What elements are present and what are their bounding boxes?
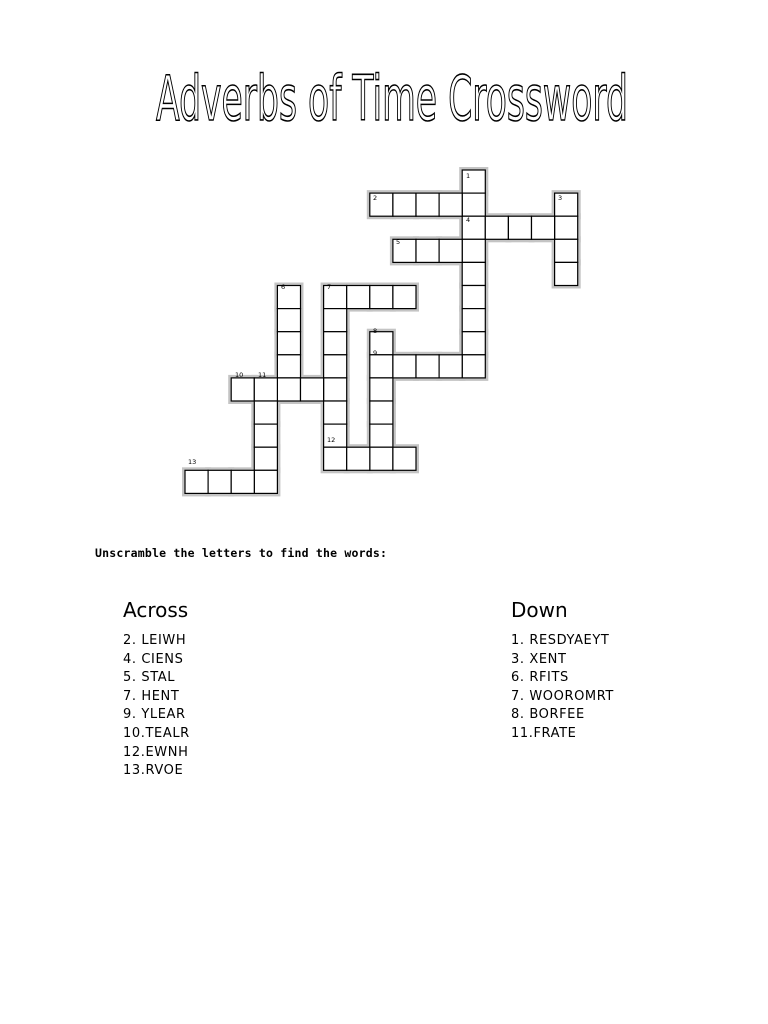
grid-cell[interactable] xyxy=(254,447,277,470)
grid-cell[interactable] xyxy=(462,332,485,355)
across-clue-item: 2. LEIWH xyxy=(123,633,187,648)
down-clue-item: 8. BORFEE xyxy=(511,707,585,723)
across-clue-item: 7. HENT xyxy=(123,688,180,704)
grid-cell[interactable] xyxy=(347,286,370,309)
grid-number-8: 8 xyxy=(373,327,378,335)
down-clue-list xyxy=(511,632,614,744)
grid-cell[interactable] xyxy=(277,309,300,332)
grid-cell[interactable] xyxy=(254,424,277,447)
down-clue-item: 7. WOOROMRT xyxy=(511,688,614,704)
down-clue-item: 3. XENT xyxy=(511,651,567,667)
grid-cell[interactable] xyxy=(324,309,347,332)
down-clue-item: 6. RFITS xyxy=(511,670,569,686)
grid-cell[interactable] xyxy=(231,470,254,493)
grid-cell[interactable] xyxy=(324,378,347,401)
page-title: Adverbs of Time Crossword xyxy=(156,62,628,135)
grid-number-7: 7 xyxy=(327,283,332,291)
across-clue-item: 4. CIENS xyxy=(123,651,184,667)
grid-number-9: 9 xyxy=(373,349,378,357)
grid-cell[interactable] xyxy=(324,355,347,378)
grid-cell[interactable] xyxy=(185,470,208,493)
grid-cell[interactable] xyxy=(416,239,439,262)
across-clue-item: 12.EWNH xyxy=(123,744,189,760)
down-clues-section xyxy=(511,598,614,744)
grid-cell[interactable] xyxy=(324,447,347,470)
grid-cell[interactable] xyxy=(393,447,416,470)
down-clue-item: 1. RESDYAEYT xyxy=(511,633,610,648)
grid-cell[interactable] xyxy=(439,193,462,216)
grid-cell[interactable] xyxy=(462,286,485,309)
grid-number-5: 5 xyxy=(396,238,401,246)
grid-cell[interactable] xyxy=(370,401,393,424)
grid-cell[interactable] xyxy=(254,401,277,424)
grid-cell[interactable] xyxy=(555,262,578,285)
grid-cell[interactable] xyxy=(462,262,485,285)
grid-cell[interactable] xyxy=(555,216,578,239)
across-clue-item: 5. STAL xyxy=(123,670,176,686)
grid-cell[interactable] xyxy=(301,378,324,401)
grid-cell[interactable] xyxy=(254,470,277,493)
grid-cell[interactable] xyxy=(439,239,462,262)
across-clue-list xyxy=(123,632,190,781)
grid-number-12: 12 xyxy=(327,436,336,444)
grid-cell[interactable] xyxy=(416,193,439,216)
grid-cell[interactable] xyxy=(532,216,555,239)
grid-cell[interactable] xyxy=(393,355,416,378)
grid-cell[interactable] xyxy=(462,239,485,262)
down-heading: Down xyxy=(511,598,568,622)
grid-number-6: 6 xyxy=(281,283,286,291)
grid-number-2: 2 xyxy=(373,194,378,202)
grid-cell[interactable] xyxy=(370,424,393,447)
grid-cell[interactable] xyxy=(508,216,531,239)
grid-cell[interactable] xyxy=(254,378,277,401)
grid-cell[interactable] xyxy=(485,216,508,239)
grid-cell[interactable] xyxy=(370,355,393,378)
grid-cell[interactable] xyxy=(462,309,485,332)
grid-cell[interactable] xyxy=(324,332,347,355)
crossword-grid xyxy=(0,0,768,500)
instructions-text: Unscramble the letters to find the words: xyxy=(95,546,388,560)
across-clue-item: 9. YLEAR xyxy=(123,707,186,723)
grid-number-3: 3 xyxy=(558,194,563,202)
grid-cell[interactable] xyxy=(439,355,462,378)
grid-number-10: 10 xyxy=(235,371,244,379)
grid-cell[interactable] xyxy=(393,286,416,309)
down-clue-item: 11.FRATE xyxy=(511,725,577,741)
grid-number-1: 1 xyxy=(466,172,471,180)
grid-cell[interactable] xyxy=(277,355,300,378)
grid-cell[interactable] xyxy=(324,401,347,424)
across-clues-section xyxy=(123,598,190,781)
grid-number-4: 4 xyxy=(466,216,471,224)
grid-cell[interactable] xyxy=(370,378,393,401)
across-clue-item: 10.TEALR xyxy=(123,725,190,741)
grid-cell[interactable] xyxy=(231,378,254,401)
grid-cell[interactable] xyxy=(347,447,370,470)
grid-cell[interactable] xyxy=(462,193,485,216)
grid-cell[interactable] xyxy=(555,239,578,262)
across-clue-item: 13.RVOE xyxy=(123,763,184,779)
grid-cell[interactable] xyxy=(277,378,300,401)
grid-number-11: 11 xyxy=(258,371,267,379)
grid-cell[interactable] xyxy=(370,447,393,470)
across-heading: Across xyxy=(123,598,189,622)
crossword-grid-area xyxy=(0,0,768,500)
grid-cell[interactable] xyxy=(208,470,231,493)
grid-cell[interactable] xyxy=(393,193,416,216)
grid-cell[interactable] xyxy=(277,332,300,355)
grid-cell[interactable] xyxy=(370,286,393,309)
grid-number-13: 13 xyxy=(188,458,197,466)
grid-cell[interactable] xyxy=(462,355,485,378)
grid-cell[interactable] xyxy=(416,355,439,378)
